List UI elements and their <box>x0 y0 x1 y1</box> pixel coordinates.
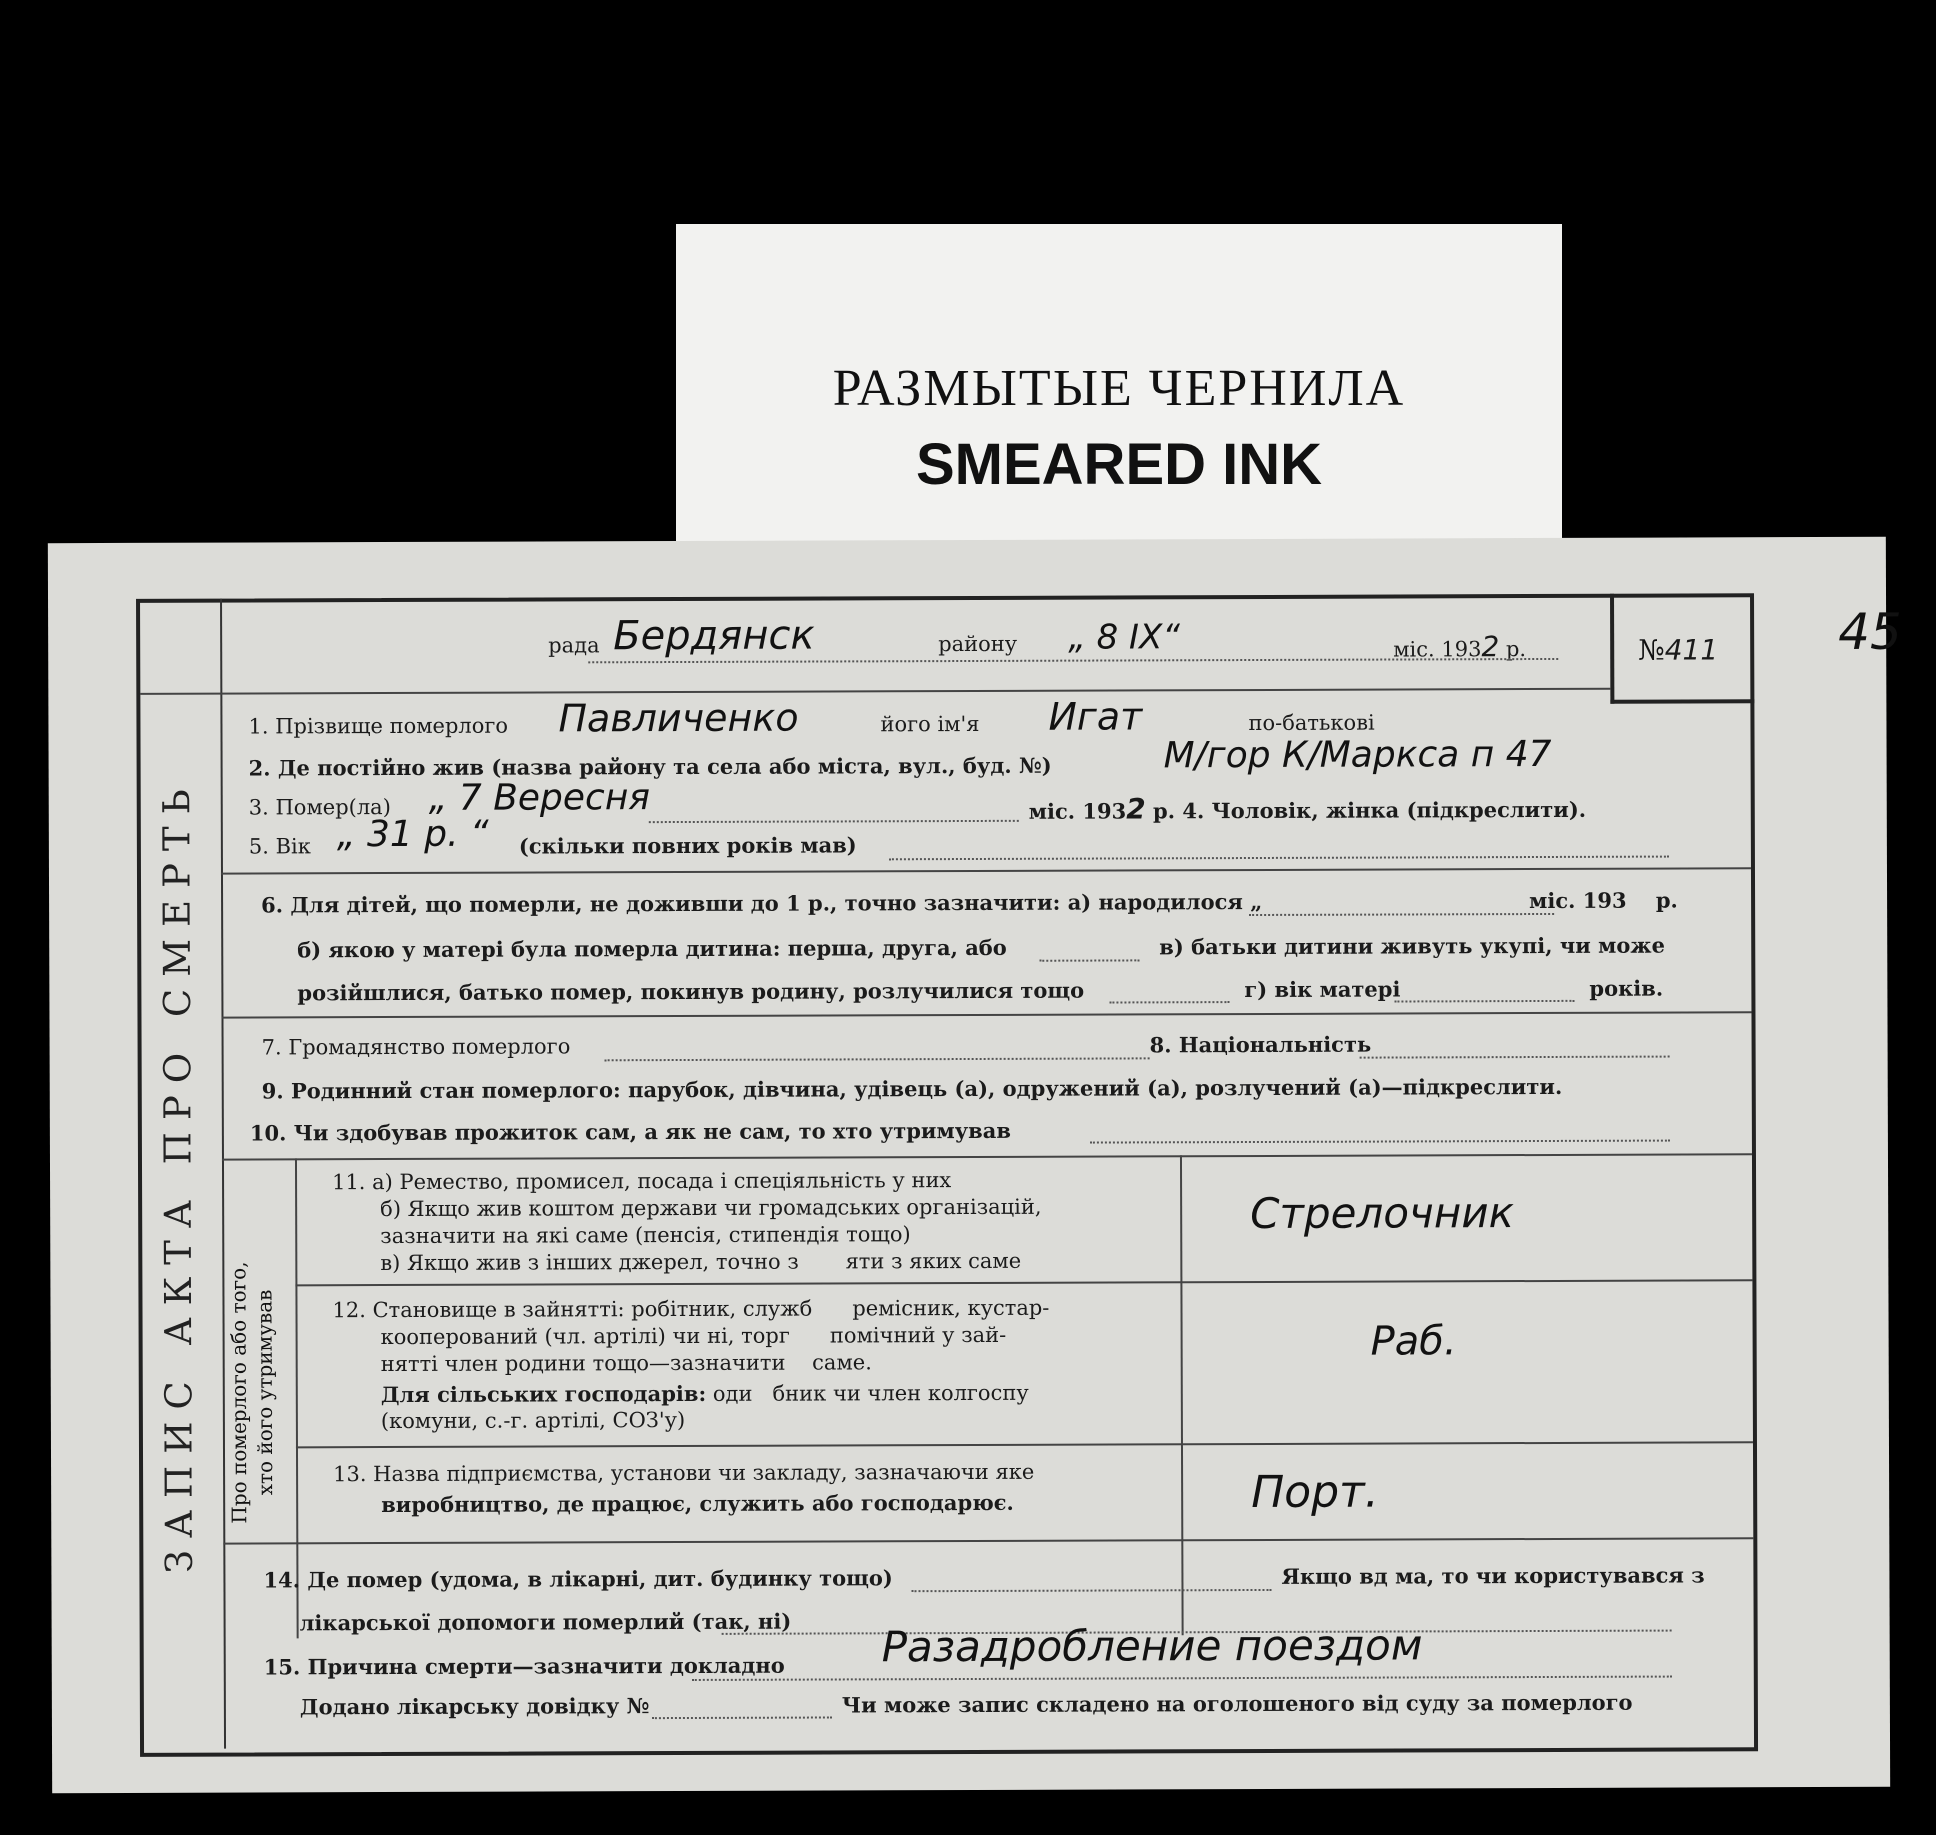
line12c: нятті член родини тощо—зазначити саме. <box>380 1350 872 1377</box>
line13a: 13. Назва підприємства, установи чи закладу, зазначаючи яке <box>333 1459 1035 1487</box>
line13b: виробництво, де працює, служить або господарює. <box>381 1489 1014 1518</box>
line11b: б) Якщо жив коштом держави чи громадських організацій, <box>380 1194 1042 1222</box>
age-value: „ 31 р. “ <box>336 813 489 856</box>
name-label: його ім'я <box>880 711 980 737</box>
line1-label: 1. Прізвище померлого <box>248 713 509 739</box>
line6b-dots <box>1039 959 1139 961</box>
workplace-value: Порт. <box>1251 1466 1379 1519</box>
line3-rest: міс. 1932 р. 4. Чоловік, жінка (підкреслити). <box>1028 792 1587 826</box>
patronymic-label: по-батькові <box>1248 710 1375 736</box>
side-about-label: Про померлого або того, хто його утримував <box>226 1261 278 1524</box>
line12e: (комуни, с.-г. артілі, СОЗ'у) <box>380 1407 686 1434</box>
employment-value: Раб. <box>1370 1318 1457 1365</box>
death-record-card <box>48 537 1902 1793</box>
line6c-end: років. <box>1589 975 1664 1001</box>
smeared-ink-slip <box>676 224 1562 544</box>
date-value: „ 8 IX“ <box>1068 617 1181 658</box>
side-title-column <box>136 599 226 1749</box>
side-title: ЗАПИС АКТА ПРО СМЕРТЬ <box>155 777 201 1574</box>
line11d: в) Якщо жив з інших джерел, точно з яти з яких саме <box>380 1248 1022 1276</box>
line14a-end: Якщо вд ма, то чи користувався з <box>1281 1562 1705 1589</box>
line6c: розійшлися, батько помер, покинув родину, розлучилися тощо <box>297 977 1085 1006</box>
line11a: 11. а) Ремество, промисел, посада і спеціяльність у них <box>332 1168 952 1195</box>
line16: Додано лікарську довідку № <box>299 1693 650 1720</box>
line6a: 6. Для дітей, що померли, не доживши до 1 р., точно зазначити: а) народилося „ <box>261 888 1263 918</box>
line6c-mid: г) вік матері <box>1244 976 1401 1003</box>
rada-label: рада <box>548 633 600 658</box>
line9: 9. Родинний стан померлого: парубок, дівчина, удівець (а), одружений (а), розлучений (а)—підкреслити. <box>261 1073 1563 1104</box>
line14a: 14. Де помер (удома, в лікарні, дит. будинку тощо) <box>263 1565 893 1593</box>
cause-of-death-value: Разадробление поездом <box>881 1620 1423 1672</box>
occupation-value: Стрелочник <box>1250 1188 1515 1239</box>
death-date-value: „ 7 Вересня <box>428 777 651 819</box>
surname-value: Павличенко <box>558 695 799 741</box>
line11c: зазначити на які саме (пенсія, стипендія тощо) <box>380 1222 911 1249</box>
line14b: лікарської допомоги померлий (так, ні) <box>299 1608 792 1636</box>
slip-title-ru: РАЗМЫТЫЕ ЧЕРНИЛА <box>832 360 1406 417</box>
line2-label: 2. Де постійно жив (назва району та села або міста, вул., буд. №) <box>248 752 1052 781</box>
line10: 10. Чи здобував прожиток сам, а як не сам, то хто утримував <box>249 1117 1011 1146</box>
name-value: Игат <box>1048 694 1143 739</box>
line3-label: 3. Помер(ла) <box>248 795 391 820</box>
line5-label: 5. Вік <box>248 834 311 859</box>
line6b-rest: в) батьки дитини живуть укупі, чи може <box>1159 932 1665 960</box>
line6c-dots <box>1109 1001 1229 1003</box>
slip-title-en: SMEARED INK <box>915 432 1323 497</box>
line6b: б) якою у матері була померла дитина: перша, друга, або <box>297 934 1007 963</box>
line16-end: Чи може запис складено на оголошеного від суду за померлого <box>841 1689 1633 1718</box>
line12b: кооперований (чл. артілі) чи ні, торг помічний у зай- <box>380 1322 1007 1350</box>
line12a: 12. Становище в зайнятті: робітник, служб ремісник, кустар- <box>332 1295 1050 1323</box>
line12d: Для сільських господарів: оди бник чи член колгоспу <box>380 1380 1029 1408</box>
rada-value: Бердянск <box>613 612 815 660</box>
month-year-label: міс. 1932 р. <box>1393 630 1527 664</box>
record-number: №411 <box>1638 633 1719 667</box>
line7: 7. Громадянство померлого <box>261 1034 571 1060</box>
rayon-label: району <box>938 631 1018 657</box>
line5-rest: (скільки повних років мав) <box>518 832 857 859</box>
line6a-end: міс. 193 р. <box>1529 887 1678 914</box>
line8: 8. Національність <box>1149 1031 1372 1058</box>
address-value: М/гор К/Маркса п 47 <box>1163 733 1552 777</box>
margin-number: 45 <box>1838 602 1902 661</box>
line15: 15. Причина смерти—зазначити докладно <box>263 1652 785 1680</box>
